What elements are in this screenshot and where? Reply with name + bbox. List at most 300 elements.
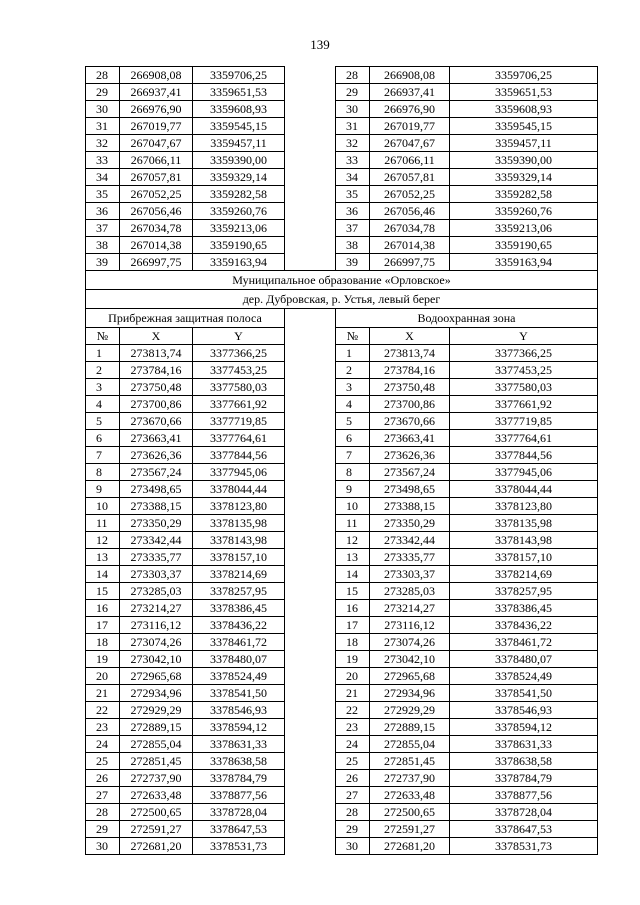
- left-section-title: Прибрежная защитная полоса: [86, 309, 285, 328]
- y-coordinate: 3359457,11: [193, 135, 285, 152]
- header-num-right: №: [336, 328, 370, 345]
- point-number: 19: [86, 651, 120, 668]
- point-number: 17: [336, 617, 370, 634]
- point-number: 6: [336, 430, 370, 447]
- header-num-left: №: [86, 328, 120, 345]
- column-gap: [285, 736, 336, 753]
- x-coordinate: 272965,68: [120, 668, 193, 685]
- point-number: 22: [336, 702, 370, 719]
- point-number: 7: [86, 447, 120, 464]
- table-row: [86, 549, 598, 566]
- point-number: 31: [86, 118, 120, 135]
- table-row: [86, 447, 598, 464]
- x-coordinate: 267052,25: [120, 186, 193, 203]
- point-number: 24: [86, 736, 120, 753]
- y-coordinate: 3378480,07: [450, 651, 598, 668]
- point-number: 17: [86, 617, 120, 634]
- point-number: 21: [336, 685, 370, 702]
- table-row: [86, 651, 598, 668]
- municipality-heading: Муниципальное образование «Орловское»: [86, 271, 598, 290]
- x-coordinate: 267056,46: [120, 203, 193, 220]
- column-gap: [285, 634, 336, 651]
- y-coordinate: 3377945,06: [450, 464, 598, 481]
- y-coordinate: 3377580,03: [193, 379, 285, 396]
- point-number: 36: [86, 203, 120, 220]
- y-coordinate: 3378143,98: [450, 532, 598, 549]
- x-coordinate: 272889,15: [370, 719, 450, 736]
- x-coordinate: 273074,26: [370, 634, 450, 651]
- x-coordinate: 266976,90: [120, 101, 193, 118]
- y-coordinate: 3378157,10: [193, 549, 285, 566]
- x-coordinate: 273116,12: [370, 617, 450, 634]
- top-rows: [86, 67, 598, 271]
- table-row: [86, 169, 598, 186]
- x-coordinate: 273350,29: [370, 515, 450, 532]
- y-coordinate: 3378728,04: [193, 804, 285, 821]
- y-coordinate: 3359390,00: [193, 152, 285, 169]
- x-coordinate: 273663,41: [120, 430, 193, 447]
- table-row: [86, 67, 598, 84]
- column-gap: [285, 702, 336, 719]
- x-coordinate: 272934,96: [120, 685, 193, 702]
- point-number: 29: [86, 84, 120, 101]
- column-gap: [285, 118, 336, 135]
- x-coordinate: 272500,65: [120, 804, 193, 821]
- y-coordinate: 3359651,53: [193, 84, 285, 101]
- x-coordinate: 267034,78: [120, 220, 193, 237]
- table-row: [86, 566, 598, 583]
- column-gap: [285, 237, 336, 254]
- y-coordinate: 3377719,85: [450, 413, 598, 430]
- point-number: 39: [86, 254, 120, 271]
- y-coordinate: 3378214,69: [450, 566, 598, 583]
- x-coordinate: 267019,77: [120, 118, 193, 135]
- point-number: 25: [336, 753, 370, 770]
- y-coordinate: 3359608,93: [193, 101, 285, 118]
- x-coordinate: 273498,65: [120, 481, 193, 498]
- y-coordinate: 3378157,10: [450, 549, 598, 566]
- y-coordinate: 3377661,92: [193, 396, 285, 413]
- y-coordinate: 3359282,58: [450, 186, 598, 203]
- x-coordinate: 266937,41: [370, 84, 450, 101]
- x-coordinate: 272929,29: [370, 702, 450, 719]
- y-coordinate: 3378524,49: [450, 668, 598, 685]
- point-number: 29: [336, 821, 370, 838]
- x-coordinate: 273116,12: [120, 617, 193, 634]
- column-gap: [285, 481, 336, 498]
- y-coordinate: 3359706,25: [450, 67, 598, 84]
- point-number: 15: [86, 583, 120, 600]
- point-number: 32: [336, 135, 370, 152]
- header-y-right: Y: [450, 328, 598, 345]
- point-number: 27: [336, 787, 370, 804]
- table-row: [86, 118, 598, 135]
- x-coordinate: 267047,67: [370, 135, 450, 152]
- x-coordinate: 273214,27: [120, 600, 193, 617]
- y-coordinate: 3377580,03: [450, 379, 598, 396]
- x-coordinate: 273700,86: [120, 396, 193, 413]
- point-number: 29: [86, 821, 120, 838]
- table-row: [86, 583, 598, 600]
- y-coordinate: 3378461,72: [450, 634, 598, 651]
- x-coordinate: 273285,03: [370, 583, 450, 600]
- y-coordinate: 3377764,61: [193, 430, 285, 447]
- y-coordinate: 3378531,73: [193, 838, 285, 855]
- x-coordinate: 272681,20: [370, 838, 450, 855]
- y-coordinate: 3378386,45: [193, 600, 285, 617]
- point-number: 27: [86, 787, 120, 804]
- point-number: 21: [86, 685, 120, 702]
- y-coordinate: 3377844,56: [450, 447, 598, 464]
- header-x-right: X: [370, 328, 450, 345]
- point-number: 9: [86, 481, 120, 498]
- x-coordinate: 266976,90: [370, 101, 450, 118]
- x-coordinate: 267056,46: [370, 203, 450, 220]
- y-coordinate: 3359390,00: [450, 152, 598, 169]
- table-row: [86, 685, 598, 702]
- y-coordinate: 3359190,65: [193, 237, 285, 254]
- point-number: 38: [86, 237, 120, 254]
- x-coordinate: 267057,81: [120, 169, 193, 186]
- x-coordinate: 272855,04: [370, 736, 450, 753]
- x-coordinate: 272851,45: [120, 753, 193, 770]
- point-number: 36: [336, 203, 370, 220]
- x-coordinate: 273567,24: [120, 464, 193, 481]
- point-number: 16: [336, 600, 370, 617]
- y-coordinate: 3378594,12: [193, 719, 285, 736]
- x-coordinate: 273303,37: [120, 566, 193, 583]
- point-number: 30: [336, 101, 370, 118]
- x-coordinate: 267014,38: [370, 237, 450, 254]
- point-number: 33: [86, 152, 120, 169]
- column-gap: [285, 345, 336, 362]
- x-coordinate: 273042,10: [370, 651, 450, 668]
- column-gap: [285, 753, 336, 770]
- column-gap: [285, 804, 336, 821]
- x-coordinate: 266997,75: [370, 254, 450, 271]
- y-coordinate: 3378436,22: [450, 617, 598, 634]
- x-coordinate: 272737,90: [120, 770, 193, 787]
- x-coordinate: 273498,65: [370, 481, 450, 498]
- table-row: [86, 396, 598, 413]
- x-coordinate: 272929,29: [120, 702, 193, 719]
- table-row: [86, 515, 598, 532]
- column-gap: [285, 566, 336, 583]
- x-coordinate: 273813,74: [120, 345, 193, 362]
- y-coordinate: 3359163,94: [193, 254, 285, 271]
- point-number: 37: [336, 220, 370, 237]
- x-coordinate: 273388,15: [370, 498, 450, 515]
- point-number: 13: [86, 549, 120, 566]
- column-gap: [285, 685, 336, 702]
- y-coordinate: 3359706,25: [193, 67, 285, 84]
- y-coordinate: 3378594,12: [450, 719, 598, 736]
- x-coordinate: 272633,48: [120, 787, 193, 804]
- table-row: [86, 702, 598, 719]
- column-gap: [285, 309, 336, 328]
- y-coordinate: 3378214,69: [193, 566, 285, 583]
- column-gap: [285, 84, 336, 101]
- table-row: [86, 345, 598, 362]
- column-gap: [285, 787, 336, 804]
- table-row: [86, 719, 598, 736]
- x-coordinate: 273350,29: [120, 515, 193, 532]
- x-coordinate: 272591,27: [120, 821, 193, 838]
- y-coordinate: 3378531,73: [450, 838, 598, 855]
- y-coordinate: 3378143,98: [193, 532, 285, 549]
- y-coordinate: 3378257,95: [450, 583, 598, 600]
- table-row: [86, 464, 598, 481]
- header-x-left: X: [120, 328, 193, 345]
- y-coordinate: 3378135,98: [450, 515, 598, 532]
- y-coordinate: 3359457,11: [450, 135, 598, 152]
- point-number: 30: [86, 101, 120, 118]
- x-coordinate: 272633,48: [370, 787, 450, 804]
- x-coordinate: 273784,16: [370, 362, 450, 379]
- x-coordinate: 272889,15: [120, 719, 193, 736]
- y-coordinate: 3359329,14: [193, 169, 285, 186]
- table-row: [86, 821, 598, 838]
- y-coordinate: 3377844,56: [193, 447, 285, 464]
- column-gap: [285, 362, 336, 379]
- x-coordinate: 273285,03: [120, 583, 193, 600]
- x-coordinate: 273670,66: [120, 413, 193, 430]
- x-coordinate: 266908,08: [120, 67, 193, 84]
- y-coordinate: 3377945,06: [193, 464, 285, 481]
- x-coordinate: 267066,11: [120, 152, 193, 169]
- point-number: 10: [86, 498, 120, 515]
- column-gap: [285, 396, 336, 413]
- table-row: [86, 220, 598, 237]
- x-coordinate: 267047,67: [120, 135, 193, 152]
- point-number: 28: [336, 67, 370, 84]
- column-gap: [285, 821, 336, 838]
- x-coordinate: 273388,15: [120, 498, 193, 515]
- x-coordinate: 273074,26: [120, 634, 193, 651]
- point-number: 9: [336, 481, 370, 498]
- point-number: 5: [86, 413, 120, 430]
- table-row: [86, 186, 598, 203]
- x-coordinate: 272500,65: [370, 804, 450, 821]
- y-coordinate: 3378784,79: [450, 770, 598, 787]
- table-row: [86, 152, 598, 169]
- column-gap: [285, 583, 336, 600]
- y-coordinate: 3377719,85: [193, 413, 285, 430]
- x-coordinate: 266997,75: [120, 254, 193, 271]
- y-coordinate: 3377453,25: [193, 362, 285, 379]
- y-coordinate: 3378480,07: [193, 651, 285, 668]
- y-coordinate: 3378524,49: [193, 668, 285, 685]
- point-number: 31: [336, 118, 370, 135]
- table-row: [86, 634, 598, 651]
- column-gap: [285, 254, 336, 271]
- y-coordinate: 3378123,80: [450, 498, 598, 515]
- point-number: 8: [336, 464, 370, 481]
- y-coordinate: 3378541,50: [193, 685, 285, 702]
- x-coordinate: 273750,48: [120, 379, 193, 396]
- x-coordinate: 273784,16: [120, 362, 193, 379]
- column-gap: [285, 617, 336, 634]
- point-number: 28: [86, 804, 120, 821]
- y-coordinate: 3378123,80: [193, 498, 285, 515]
- x-coordinate: 273663,41: [370, 430, 450, 447]
- table-row: [86, 101, 598, 118]
- y-coordinate: 3377453,25: [450, 362, 598, 379]
- point-number: 4: [86, 396, 120, 413]
- point-number: 23: [336, 719, 370, 736]
- column-gap: [285, 532, 336, 549]
- table-row: [86, 430, 598, 447]
- point-number: 3: [336, 379, 370, 396]
- point-number: 1: [336, 345, 370, 362]
- x-coordinate: 273342,44: [370, 532, 450, 549]
- main-rows: [86, 345, 598, 855]
- y-coordinate: 3378546,93: [450, 702, 598, 719]
- point-number: 12: [336, 532, 370, 549]
- table-row: [86, 481, 598, 498]
- x-coordinate: 267019,77: [370, 118, 450, 135]
- point-number: 33: [336, 152, 370, 169]
- point-number: 13: [336, 549, 370, 566]
- column-gap: [285, 220, 336, 237]
- point-number: 34: [86, 169, 120, 186]
- x-coordinate: 273813,74: [370, 345, 450, 362]
- point-number: 16: [86, 600, 120, 617]
- point-number: 8: [86, 464, 120, 481]
- table-row: [86, 362, 598, 379]
- y-coordinate: 3377661,92: [450, 396, 598, 413]
- y-coordinate: 3378135,98: [193, 515, 285, 532]
- y-coordinate: 3378541,50: [450, 685, 598, 702]
- point-number: 1: [86, 345, 120, 362]
- column-gap: [285, 328, 336, 345]
- y-coordinate: 3378386,45: [450, 600, 598, 617]
- point-number: 20: [86, 668, 120, 685]
- y-coordinate: 3378647,53: [193, 821, 285, 838]
- column-gap: [285, 152, 336, 169]
- table-row: [86, 413, 598, 430]
- y-coordinate: 3378784,79: [193, 770, 285, 787]
- point-number: 25: [86, 753, 120, 770]
- y-coordinate: 3359282,58: [193, 186, 285, 203]
- x-coordinate: 273626,36: [120, 447, 193, 464]
- column-gap: [285, 600, 336, 617]
- x-coordinate: 272965,68: [370, 668, 450, 685]
- column-gap: [285, 651, 336, 668]
- point-number: 30: [336, 838, 370, 855]
- coordinates-table: [85, 66, 598, 855]
- y-coordinate: 3378638,58: [450, 753, 598, 770]
- point-number: 23: [86, 719, 120, 736]
- y-coordinate: 3359190,65: [450, 237, 598, 254]
- y-coordinate: 3378461,72: [193, 634, 285, 651]
- y-coordinate: 3359651,53: [450, 84, 598, 101]
- table-row: [86, 203, 598, 220]
- point-number: 11: [336, 515, 370, 532]
- point-number: 5: [336, 413, 370, 430]
- point-number: 38: [336, 237, 370, 254]
- y-coordinate: 3359329,14: [450, 169, 598, 186]
- column-gap: [285, 67, 336, 84]
- x-coordinate: 273214,27: [370, 600, 450, 617]
- point-number: 2: [86, 362, 120, 379]
- table-row: [86, 617, 598, 634]
- column-gap: [285, 498, 336, 515]
- location-heading: дер. Дубровская, р. Устья, левый берег: [86, 290, 598, 309]
- y-coordinate: 3359213,06: [450, 220, 598, 237]
- y-coordinate: 3359260,76: [193, 203, 285, 220]
- point-number: 34: [336, 169, 370, 186]
- point-number: 2: [336, 362, 370, 379]
- y-coordinate: 3377764,61: [450, 430, 598, 447]
- column-gap: [285, 447, 336, 464]
- y-coordinate: 3359163,94: [450, 254, 598, 271]
- x-coordinate: 273567,24: [370, 464, 450, 481]
- y-coordinate: 3378257,95: [193, 583, 285, 600]
- column-gap: [285, 770, 336, 787]
- column-gap: [285, 515, 336, 532]
- point-number: 14: [86, 566, 120, 583]
- point-number: 14: [336, 566, 370, 583]
- y-coordinate: 3378044,44: [193, 481, 285, 498]
- y-coordinate: 3378631,33: [193, 736, 285, 753]
- y-coordinate: 3359213,06: [193, 220, 285, 237]
- table-row: [86, 838, 598, 855]
- x-coordinate: 273750,48: [370, 379, 450, 396]
- x-coordinate: 267057,81: [370, 169, 450, 186]
- point-number: 6: [86, 430, 120, 447]
- point-number: 19: [336, 651, 370, 668]
- y-coordinate: 3359545,15: [450, 118, 598, 135]
- table-row: [86, 84, 598, 101]
- y-coordinate: 3359260,76: [450, 203, 598, 220]
- point-number: 26: [86, 770, 120, 787]
- table-row: [86, 135, 598, 152]
- point-number: 20: [336, 668, 370, 685]
- y-coordinate: 3378044,44: [450, 481, 598, 498]
- table-row: [86, 254, 598, 271]
- table-row: [86, 787, 598, 804]
- point-number: 32: [86, 135, 120, 152]
- column-gap: [285, 719, 336, 736]
- column-gap: [285, 186, 336, 203]
- x-coordinate: 272737,90: [370, 770, 450, 787]
- point-number: 12: [86, 532, 120, 549]
- x-coordinate: 267066,11: [370, 152, 450, 169]
- x-coordinate: 272591,27: [370, 821, 450, 838]
- y-coordinate: 3378728,04: [450, 804, 598, 821]
- y-coordinate: 3378631,33: [450, 736, 598, 753]
- x-coordinate: 273303,37: [370, 566, 450, 583]
- table-row: [86, 668, 598, 685]
- point-number: 28: [86, 67, 120, 84]
- point-number: 24: [336, 736, 370, 753]
- x-coordinate: 266937,41: [120, 84, 193, 101]
- column-gap: [285, 413, 336, 430]
- point-number: 15: [336, 583, 370, 600]
- column-gap: [285, 464, 336, 481]
- table-row: [86, 770, 598, 787]
- column-gap: [285, 668, 336, 685]
- x-coordinate: 272681,20: [120, 838, 193, 855]
- point-number: 28: [336, 804, 370, 821]
- point-number: 11: [86, 515, 120, 532]
- point-number: 29: [336, 84, 370, 101]
- column-gap: [285, 430, 336, 447]
- y-coordinate: 3378877,56: [450, 787, 598, 804]
- column-gap: [285, 838, 336, 855]
- table-row: [86, 600, 598, 617]
